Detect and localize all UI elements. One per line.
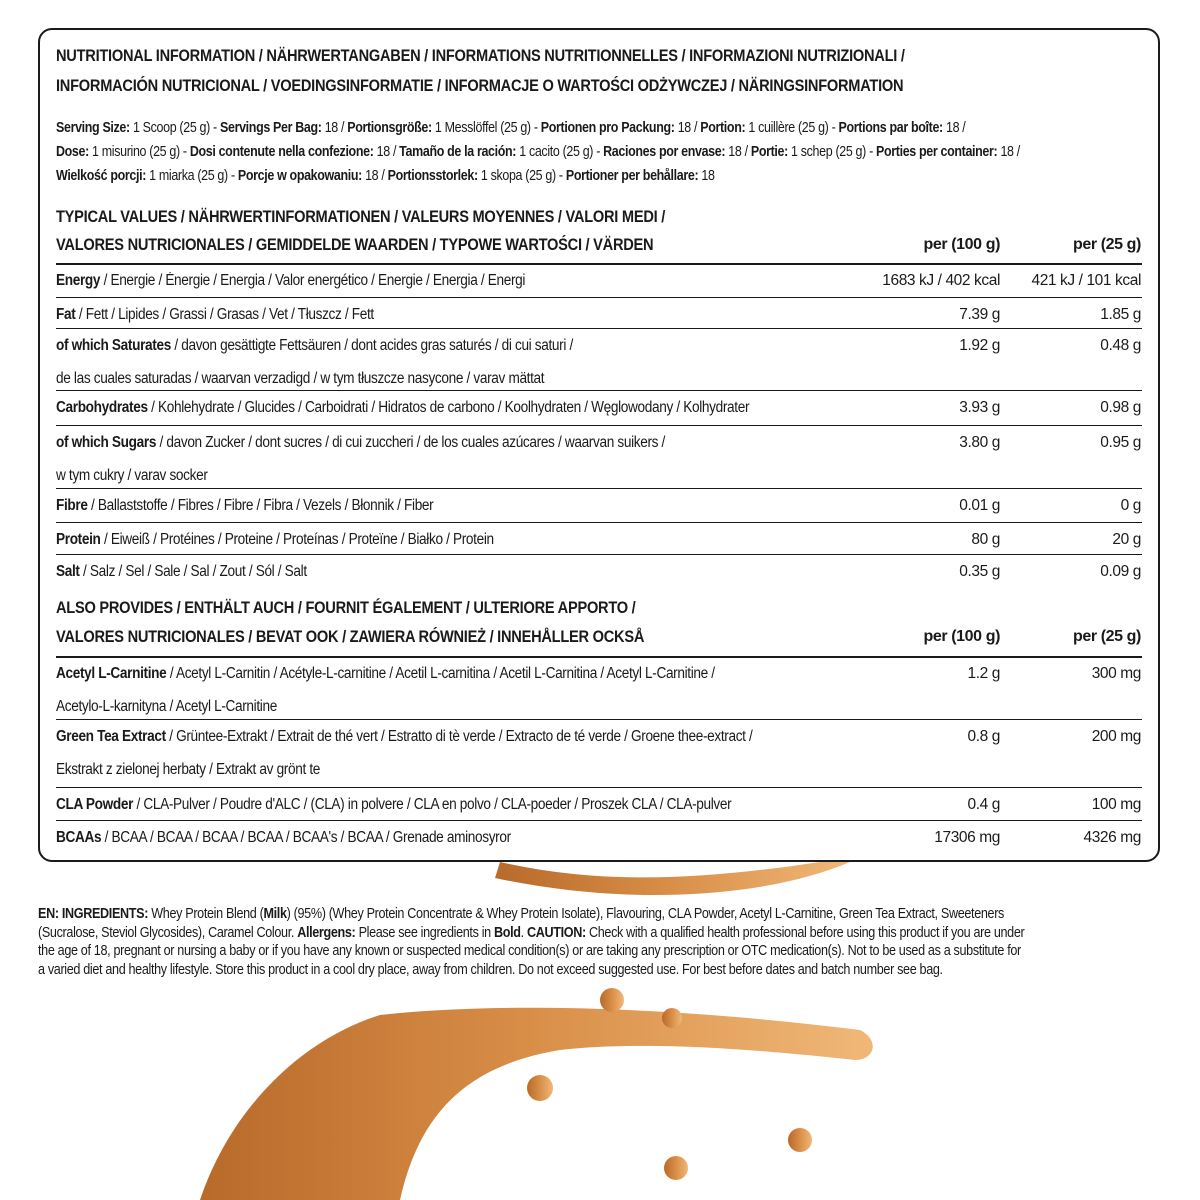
ingredients-line <box>38 942 1021 961</box>
typical-values-header-line1: TYPICAL VALUES / NÄHRWERTINFORMATIONEN / VALEURS MOYENNES / VALORI MEDI / <box>56 207 666 226</box>
nutrient-label <box>56 664 715 684</box>
nutrient-label <box>56 795 731 815</box>
row-divider <box>56 328 1142 329</box>
row-divider <box>56 390 1142 391</box>
nutrient-label <box>56 828 511 848</box>
bold-run: Portioner per behållare: <box>565 168 699 184</box>
bold-run: Raciones por envase: <box>603 144 726 160</box>
nutrient-label <box>56 433 665 453</box>
ingredients-block <box>38 905 1162 979</box>
value-per-25g: 1.85 g <box>1100 306 1141 323</box>
nutrient-name: Green Tea Extract <box>56 728 166 745</box>
nutrient-translations-cont: Ekstrakt z zielonej herbaty / Extrakt av grönt te <box>56 761 321 778</box>
nutrient-name: Protein <box>56 531 101 548</box>
value-per-100g: 80 g <box>971 531 1000 548</box>
row-divider <box>56 787 1142 788</box>
value-per-25g: 200 mg <box>1091 728 1141 745</box>
value-per-25g: 0.48 g <box>1100 337 1141 354</box>
nutrient-name: Energy <box>56 272 101 289</box>
text-run: 18 / <box>942 120 966 136</box>
bold-run: CAUTION: <box>526 924 586 941</box>
nutrient-name: CLA Powder <box>56 796 134 813</box>
text-run: 18 / <box>321 120 348 136</box>
row-divider <box>56 554 1142 555</box>
value-per-25g: 0.09 g <box>1100 563 1141 580</box>
nutrient-name: Fibre <box>56 497 88 514</box>
value-per-25g: 0 g <box>1120 497 1141 514</box>
nutrient-name: BCAAs <box>56 829 102 846</box>
nutrient-label <box>56 530 494 550</box>
nutrition-panel <box>38 28 1160 862</box>
text-run: 1 schep (25 g) - <box>787 144 877 160</box>
row-divider <box>56 425 1142 426</box>
value-per-100g: 0.8 g <box>967 728 1000 745</box>
bold-run: Dosi contenute nella confezione: <box>189 144 374 160</box>
panel-title-line2: INFORMACIÓN NUTRICIONAL / VOEDINGSINFORMATIE / INFORMACJE O WARTOŚCI ODŻYWCZEJ / NÄRINGSINFORMATION <box>56 76 904 95</box>
nutrient-translations: / CLA-Pulver / Poudre d'ALC / (CLA) in polvere / CLA en polvo / CLA-poeder / Proszek CLA / CLA-pulver <box>133 796 732 813</box>
text-run: . <box>520 924 527 941</box>
row-divider <box>56 488 1142 489</box>
serving-line-1 <box>56 118 965 138</box>
bold-run: Portionsstorlek: <box>387 168 478 184</box>
splash-droplet <box>527 1075 553 1101</box>
text-run: the age of 18, pregnant or nursing a baby or if you have any known or suspected medical condition(s) or are taking any prescription or OTC medication(s). Not to be used as a substitute for <box>38 943 1021 959</box>
row-divider <box>56 656 1142 658</box>
nutrient-translations-cont: de las cuales saturadas / waarvan verzadigd / w tym tłuszcze nasycone / varav mättat <box>56 370 545 387</box>
text-run: 18 / <box>674 120 701 136</box>
main-splash-wave <box>200 1008 873 1200</box>
row-divider <box>56 522 1142 523</box>
top-splash-band <box>495 862 850 895</box>
text-run: 1 cacito (25 g) - <box>516 144 604 160</box>
bold-run: Dose: <box>56 144 89 160</box>
value-per-100g: 1683 kJ / 402 kcal <box>882 272 1000 289</box>
row-divider <box>56 820 1142 821</box>
text-run: 1 cuillère (25 g) - <box>745 120 839 136</box>
text-run: 1 Messlöffel (25 g) - <box>431 120 541 136</box>
row-divider <box>56 263 1142 265</box>
text-run: 18 / <box>373 144 400 160</box>
nutrient-name: of which Saturates <box>56 337 171 354</box>
nutrient-name: Salt <box>56 563 80 580</box>
text-run: 1 Scoop (25 g) - <box>129 120 221 136</box>
also-provides-header-line2: VALORES NUTRICIONALES / BEVAT OOK / ZAWIERA RÓWNIEŻ / INNEHÅLLER OCKSÅ <box>56 627 645 646</box>
bold-run: Portion: <box>700 120 746 136</box>
nutrient-translations: / Energie / Énergie / Energia / Valor energético / Energie / Energia / Energi <box>100 272 526 289</box>
typical-column-per-100g: per (100 g) <box>923 236 1000 253</box>
bold-run: Serving Size: <box>56 120 130 136</box>
text-run: 18 / <box>997 144 1020 160</box>
also-column-per-25g: per (25 g) <box>1072 628 1141 645</box>
nutrient-label <box>56 305 374 325</box>
value-per-100g: 0.4 g <box>967 796 1000 813</box>
value-per-25g: 4326 mg <box>1083 829 1141 846</box>
nutrient-translations-cont: Acetylo-L-karnityna / Acetyl L-Carnitine <box>56 698 277 715</box>
nutrient-name: Fat <box>56 306 76 323</box>
nutrient-translations: / davon gesättigte Fettsäuren / dont acides gras saturés / di cui saturi / <box>170 337 573 354</box>
bold-run: Allergens: <box>297 924 356 941</box>
nutrient-translations: / davon Zucker / dont sucres / di cui zuccheri / de los cuales azúcares / waarvan suikers / <box>156 434 665 451</box>
bold-run: Portie: <box>750 144 788 160</box>
panel-title-line1: NUTRITIONAL INFORMATION / NÄHRWERTANGABEN / INFORMATIONS NUTRITIONNELLES / INFORMAZIONI NUTRIZIONALI / <box>56 46 905 65</box>
value-per-25g: 0.95 g <box>1100 434 1141 451</box>
value-per-25g: 20 g <box>1112 531 1141 548</box>
bold-run: Bold <box>493 924 521 941</box>
text-run: Please see ingredients in <box>355 924 494 941</box>
row-divider <box>56 297 1142 298</box>
nutrient-name: of which Sugars <box>56 434 157 451</box>
value-per-100g: 0.01 g <box>959 497 1000 514</box>
bold-run: Milk <box>263 906 287 922</box>
value-per-100g: 3.93 g <box>959 399 1000 416</box>
nutrient-translations: / Fett / Lipides / Grassi / Grasas / Vet / Tłuszcz / Fett <box>75 306 374 323</box>
bold-run: Porties per container: <box>876 144 998 160</box>
text-run: 1 skopa (25 g) - <box>477 168 566 184</box>
text-run: 1 misurino (25 g) - <box>88 144 190 160</box>
value-per-100g: 3.80 g <box>959 434 1000 451</box>
bold-run: Tamaño de la ración: <box>399 144 517 160</box>
text-run: 1 miarka (25 g) - <box>146 168 238 184</box>
serving-line-3 <box>56 166 715 186</box>
typical-values-header-line2: VALORES NUTRICIONALES / GEMIDDELDE WAARDEN / TYPOWE WARTOŚCI / VÄRDEN <box>56 235 654 254</box>
value-per-25g: 300 mg <box>1091 665 1141 682</box>
value-per-100g: 0.35 g <box>959 563 1000 580</box>
bold-run: Portionsgröße: <box>347 120 432 136</box>
bold-run: EN: INGREDIENTS: <box>38 906 149 922</box>
text-run: (Sucralose, Steviol Glycosides), Caramel Colour. <box>38 924 298 941</box>
nutrient-translations: / Salz / Sel / Sale / Sal / Zout / Sól / Salt <box>79 563 307 580</box>
bold-run: Porcje w opakowaniu: <box>237 168 362 184</box>
text-run: ) (95%) (Whey Protein Concentrate & Whey Protein Isolate), Flavouring, CLA Powder, Acetyl L-Carnitine, Green Tea Extract, Sweeteners <box>286 906 1005 922</box>
splash-droplet <box>664 1156 688 1180</box>
typical-column-per-25g: per (25 g) <box>1072 236 1141 253</box>
nutrient-translations: / BCAA / BCAA / BCAA / BCAA / BCAA's / BCAA / Grenade aminosyror <box>101 829 511 846</box>
nutrient-translations: / Kohlehydrate / Glucides / Carboidrati / Hidratos de carbono / Koolhydraten / Węglowodany / Kolhydrater <box>147 399 750 416</box>
nutrient-label <box>56 727 753 747</box>
value-per-25g: 421 kJ / 101 kcal <box>1031 272 1141 289</box>
nutrient-translations: / Acetyl L-Carnitin / Acétyle-L-carnitine / Acetil L-carnitina / Acetil L-Carnitina / Acetyl L-Carnitine / <box>166 665 715 682</box>
nutrient-label <box>56 398 749 418</box>
nutrient-name: Carbohydrates <box>56 399 148 416</box>
value-per-100g: 1.92 g <box>959 337 1000 354</box>
bold-run: Servings Per Bag: <box>220 120 322 136</box>
nutrient-label <box>56 336 573 356</box>
row-divider <box>56 719 1142 720</box>
splash-droplet <box>600 988 624 1012</box>
ingredients-line <box>38 961 1016 980</box>
nutrient-translations: / Eiweiß / Protéines / Proteine / Proteínas / Proteïne / Białko / Protein <box>100 531 494 548</box>
value-per-100g: 7.39 g <box>959 306 1000 323</box>
text-run: a varied diet and healthy lifestyle. Store this product in a cool dry place, away from children. Do not exceed suggested use. For best before dates and batch number see bag. <box>38 961 943 978</box>
splash-droplet <box>788 1128 812 1152</box>
text-run: 18 / <box>725 144 751 160</box>
text-run: 18 <box>698 168 715 184</box>
value-per-25g: 100 mg <box>1091 796 1141 813</box>
text-run: Whey Protein Blend ( <box>148 906 264 922</box>
value-per-100g: 17306 mg <box>934 829 1000 846</box>
also-provides-header-line1: ALSO PROVIDES / ENTHÄLT AUCH / FOURNIT ÉGALEMENT / ULTERIORE APPORTO / <box>56 598 636 617</box>
splash-droplet <box>662 1008 682 1028</box>
nutrient-label <box>56 271 525 291</box>
text-run: Check with a qualified health professional before using this product if you are under <box>585 924 1025 941</box>
serving-line-2 <box>56 142 1020 162</box>
nutrient-name: Acetyl L-Carnitine <box>56 665 167 682</box>
nutrient-label <box>56 562 307 582</box>
value-per-25g: 0.98 g <box>1100 399 1141 416</box>
nutrient-translations: / Ballaststoffe / Fibres / Fibre / Fibra / Vezels / Błonnik / Fiber <box>87 497 434 514</box>
also-column-per-100g: per (100 g) <box>923 628 1000 645</box>
bold-run: Portionen pro Packung: <box>540 120 675 136</box>
ingredients-line <box>38 924 1025 943</box>
bold-run: Portions par boîte: <box>838 120 943 136</box>
value-per-100g: 1.2 g <box>967 665 1000 682</box>
bold-run: Wielkość porcji: <box>56 168 147 184</box>
nutrient-translations-cont: w tym cukry / varav socker <box>56 467 208 484</box>
ingredients-line <box>38 905 1016 924</box>
text-run: 18 / <box>361 168 388 184</box>
nutrient-label <box>56 496 433 516</box>
nutrient-translations: / Grüntee-Extrakt / Extrait de thé vert / Estratto di tè verde / Extracto de té verde / Groene thee-extract / <box>165 728 753 745</box>
